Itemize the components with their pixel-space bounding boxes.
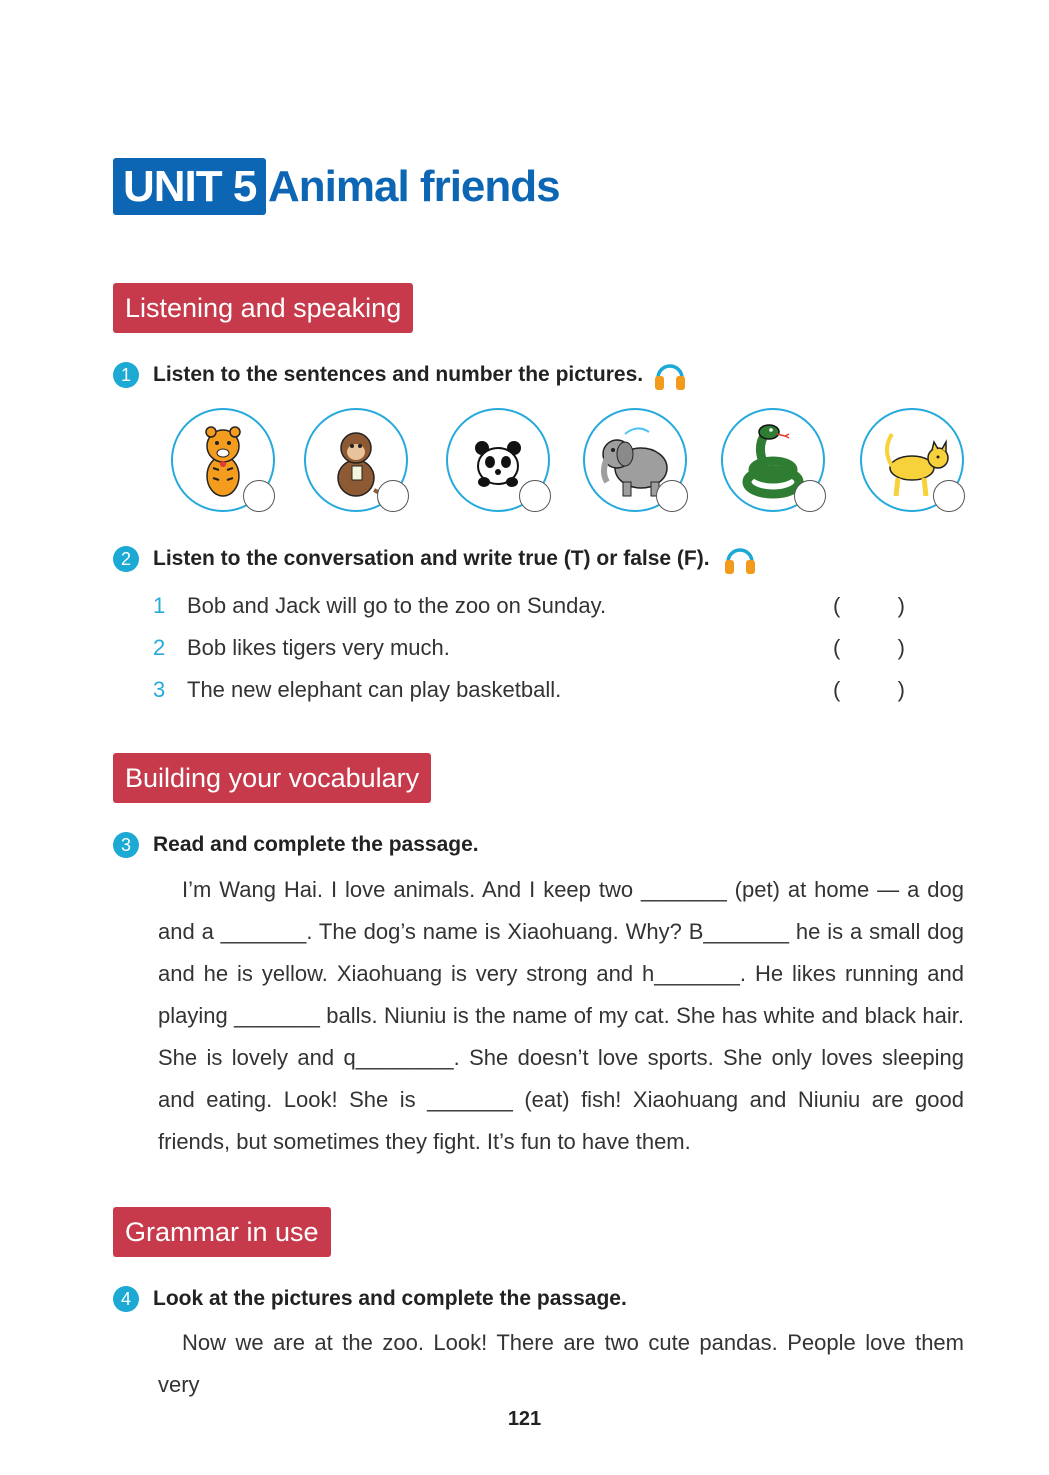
- answer-circle-6[interactable]: [933, 480, 965, 512]
- tf-item-text: Bob and Jack will go to the zoo on Sunday.: [187, 593, 607, 618]
- exercise-4-instruction: Look at the pictures and complete the passage.: [153, 1287, 627, 1310]
- unit-title: Animal friends: [268, 162, 560, 211]
- tf-answer-2[interactable]: [833, 635, 905, 661]
- unit-badge: UNIT 5: [113, 158, 266, 215]
- exercise-number-4: 4: [113, 1286, 139, 1312]
- passage-exercise-3: I’m Wang Hai. I love animals. And I keep two _______ (pet) at home — a dog and a _______. The dog’s name is Xiaohuang. Why? B_______ he is a small dog and he is yellow. Xiaohuang is very strong and h_______. He likes running and playing _______ balls. Niuniu is the name of my cat. She has white and black hair. She is lovely and q________. She doesn’t love sports. She only loves sleeping and eating. Look! She is _______ (eat) fish! Xiaohuang and Niuniu are good friends, but sometimes they fight. It’s fun to have them.: [158, 877, 964, 1154]
- tf-item-number: 3: [153, 677, 166, 702]
- paren-open: (: [833, 635, 841, 660]
- answer-circle-3[interactable]: [519, 480, 551, 512]
- paren-close: ): [897, 593, 905, 618]
- tf-answer-1[interactable]: [833, 593, 905, 619]
- tf-answer-3[interactable]: [833, 677, 905, 703]
- exercise-3-instruction: Read and complete the passage.: [153, 833, 479, 856]
- passage-exercise-4: Now we are at the zoo. Look! There are two cute pandas. People love them very: [158, 1330, 964, 1397]
- paren-close: ): [897, 635, 905, 660]
- answer-circle-1[interactable]: [243, 480, 275, 512]
- tf-item-text: Bob likes tigers very much.: [187, 635, 450, 660]
- section-grammar: Grammar in use: [113, 1207, 331, 1257]
- exercise-1-instruction: Listen to the sentences and number the pictures.: [153, 363, 644, 386]
- section-listening: Listening and speaking: [113, 283, 413, 333]
- section-vocabulary: Building your vocabulary: [113, 753, 431, 803]
- tf-item-number: 1: [153, 593, 166, 618]
- headphones-icon[interactable]: [653, 358, 687, 392]
- exercise-2-instruction: Listen to the conversation and write true (T) or false (F).: [153, 547, 710, 570]
- page-number: 121: [507, 1408, 542, 1430]
- answer-circle-5[interactable]: [794, 480, 826, 512]
- tf-item-number: 2: [153, 635, 166, 660]
- exercise-number-3: 3: [113, 832, 139, 858]
- answer-circle-4[interactable]: [656, 480, 688, 512]
- paren-open: (: [833, 677, 841, 702]
- exercise-number-1: 1: [113, 362, 139, 388]
- paren-close: ): [897, 677, 905, 702]
- answer-circle-2[interactable]: [377, 480, 409, 512]
- headphones-icon[interactable]: [723, 542, 757, 576]
- paren-open: (: [833, 593, 841, 618]
- tf-item-text: The new elephant can play basketball.: [187, 677, 562, 702]
- exercise-number-2: 2: [113, 546, 139, 572]
